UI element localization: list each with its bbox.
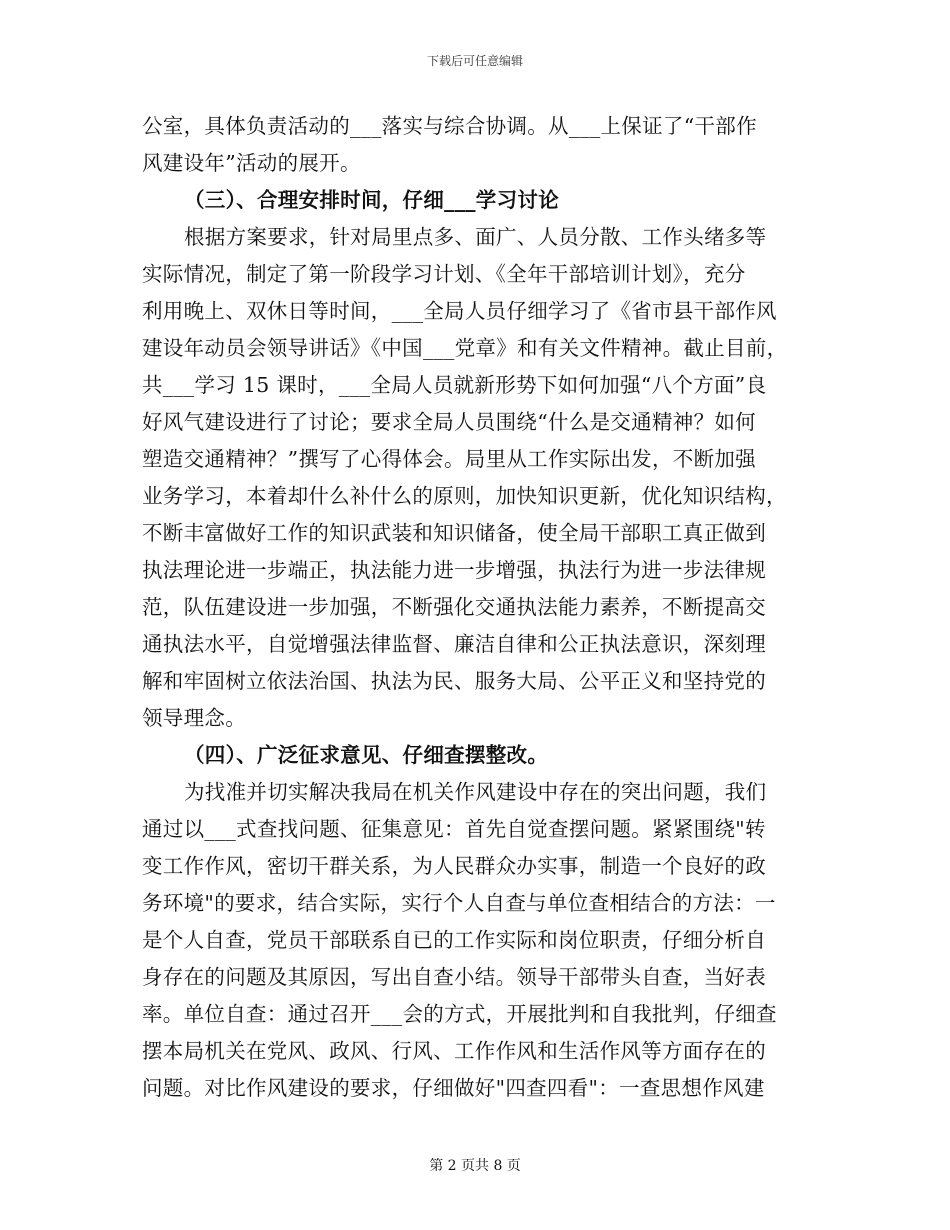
text-line: 变工作作风，密切干群关系，为人民群众办实事，制造一个良好的政 bbox=[142, 854, 766, 878]
document-body bbox=[142, 108, 822, 1107]
text-line: 风建设年”活动的展开。 bbox=[142, 151, 361, 175]
page-number-footer: 第 2 页共 8 页 bbox=[429, 1158, 521, 1174]
text-line: 根据方案要求，针对局里点多、面广、人员分散、工作头绪多等 bbox=[184, 225, 767, 249]
text-line: 公室，具体负责活动的___落实与综合协调。从___上保证了“干部作 bbox=[142, 114, 757, 138]
text-line: 不断丰富做好工作的知识武装和知识储备，使全局干部职工真正做到 bbox=[142, 521, 766, 545]
text-line: 摆本局机关在党风、政风、行风、工作作风和生活作风等方面存在的 bbox=[142, 1039, 766, 1063]
text-line: 务环境"的要求，结合实际，实行个人自查与单位查相结合的方法：一 bbox=[142, 891, 776, 915]
section-heading: （四）、广泛征求意见、仔细查摆整改。 bbox=[184, 743, 549, 767]
text-line: 解和牢固树立依法治国、执法为民、服务大局、公平正义和坚持党的 bbox=[142, 669, 766, 693]
text-line: 塑造交通精神？”撰写了心得体会。局里从工作实际出发，不断加强 bbox=[142, 447, 756, 471]
text-line: 业务学习，本着却什么补什么的原则，加快知识更新，优化知识结构， bbox=[142, 484, 787, 508]
text-line: 是个人自查，党员干部联系自已的工作实际和岗位职责，仔细分析自 bbox=[142, 928, 766, 952]
text-line: 通执法水平，自觉增强法律监督、廉洁自律和公正执法意识，深刻理 bbox=[142, 632, 766, 656]
text-line: 领导理念。 bbox=[142, 706, 246, 730]
page-header-note: 下载后可任意编辑 bbox=[426, 54, 523, 68]
text-line: 问题。对比作风建设的要求，仔细做好"四查四看"：一查思想作风建 bbox=[142, 1076, 765, 1100]
text-line: 共___学习 15 课时，___全局人员就新形势下如何加强“八个方面”良 bbox=[142, 373, 767, 397]
text-line: 好风气建设进行了讨论；要求全局人员围绕“什么是交通精神？如何 bbox=[142, 410, 756, 434]
text-line: 范，队伍建设进一步加强，不断强化交通执法能力素养，不断提高交 bbox=[142, 595, 766, 619]
text-line: 率。单位自查：通过召开___会的方式，开展批判和自我批判，仔细查 bbox=[142, 1002, 777, 1026]
text-line: 建设年动员会领导讲话》《中国___党章》和有关文件精神。截止目前， bbox=[142, 336, 788, 360]
text-line: 身存在的问题及其原因，写出自查小结。领导干部带头自查，当好表 bbox=[142, 965, 766, 989]
text-line: 利用晚上、双休日等时间，___全局人员仔细学习了《省市县干部作风 bbox=[142, 299, 777, 323]
text-line: 执法理论进一步端正，执法能力进一步增强，执法行为进一步法律规 bbox=[142, 558, 766, 582]
text-line: 为找准并切实解决我局在机关作风建设中存在的突出问题，我们 bbox=[184, 780, 767, 804]
section-heading: （三）、合理安排时间，仔细___学习讨论 bbox=[184, 188, 559, 212]
text-line: 实际情况，制定了第一阶段学习计划、《全年干部培训计划》，充分 bbox=[142, 262, 746, 286]
text-line: 通过以___式查找问题、征集意见：首先自觉查摆问题。紧紧围绕"转 bbox=[142, 817, 766, 841]
